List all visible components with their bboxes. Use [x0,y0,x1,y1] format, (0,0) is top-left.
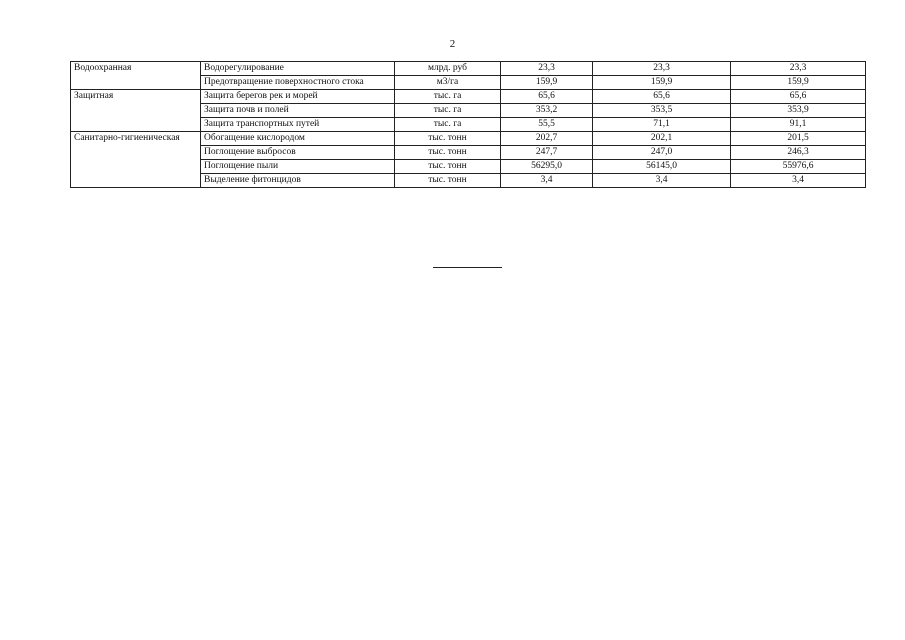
indicator-cell: Обогащение кислородом [201,132,395,146]
value-cell: 56145,0 [593,160,731,174]
category-cell: Санитарно-гигиеническая [71,132,201,188]
indicator-cell: Поглощение пыли [201,160,395,174]
value-cell: 65,6 [593,90,731,104]
category-cell: Водоохранная [71,62,201,90]
value-cell: 159,9 [593,76,731,90]
value-cell: 71,1 [593,118,731,132]
value-cell: 65,6 [501,90,593,104]
unit-cell: тыс. га [395,90,501,104]
value-cell: 3,4 [731,174,866,188]
value-cell: 202,7 [501,132,593,146]
value-cell: 247,0 [593,146,731,160]
value-cell: 353,2 [501,104,593,118]
value-cell: 23,3 [731,62,866,76]
table-row [71,132,866,146]
value-cell: 91,1 [731,118,866,132]
indicator-cell: Водорегулирование [201,62,395,76]
indicator-cell: Выделение фитонцидов [201,174,395,188]
value-cell: 159,9 [501,76,593,90]
category-cell: Защитная [71,90,201,132]
value-cell: 55976,6 [731,160,866,174]
value-cell: 23,3 [593,62,731,76]
unit-cell: тыс. тонн [395,146,501,160]
unit-cell: тыс. га [395,118,501,132]
value-cell: 3,4 [593,174,731,188]
value-cell: 56295,0 [501,160,593,174]
value-cell: 353,5 [593,104,731,118]
value-cell: 55,5 [501,118,593,132]
indicator-cell: Защита берегов рек и морей [201,90,395,104]
indicator-cell: Защита транспортных путей [201,118,395,132]
indicator-cell: Защита почв и полей [201,104,395,118]
value-cell: 353,9 [731,104,866,118]
unit-cell: м3/га [395,76,501,90]
indicator-cell: Предотвращение поверхностного стока [201,76,395,90]
unit-cell: тыс. тонн [395,160,501,174]
footer-divider [433,267,502,268]
unit-cell: тыс. тонн [395,174,501,188]
value-cell: 201,5 [731,132,866,146]
unit-cell: млрд. руб [395,62,501,76]
value-cell: 247,7 [501,146,593,160]
unit-cell: тыс. тонн [395,132,501,146]
unit-cell: тыс. га [395,104,501,118]
value-cell: 246,3 [731,146,866,160]
value-cell: 65,6 [731,90,866,104]
value-cell: 3,4 [501,174,593,188]
table-row [71,90,866,104]
page-number: 2 [449,38,456,50]
forest-functions-table [70,61,866,188]
indicator-cell: Поглощение выбросов [201,146,395,160]
value-cell: 159,9 [731,76,866,90]
value-cell: 202,1 [593,132,731,146]
table-row [71,62,866,76]
value-cell: 23,3 [501,62,593,76]
